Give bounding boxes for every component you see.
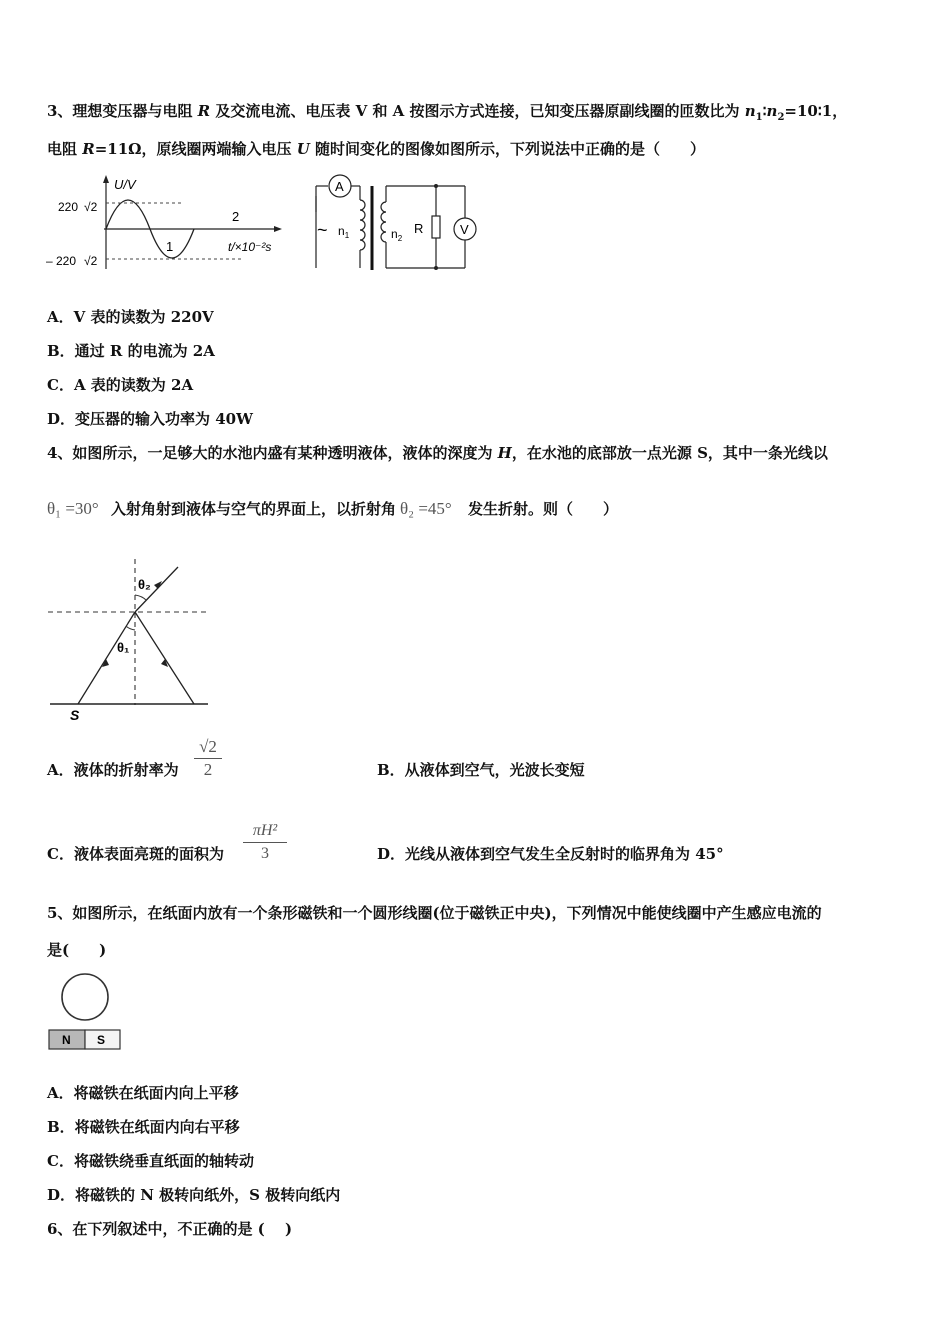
q3-option-a[interactable]: A．V 表的读数为 220V — [47, 308, 214, 326]
q6-stem-line1: 6、在下列叙述中，不正确的是 ( ) — [47, 1220, 293, 1238]
graph-ytick-positive: 220 — [58, 200, 79, 214]
q4-option-c[interactable]: C．液体表面亮斑的面积为 — [47, 845, 224, 863]
coil-icon — [62, 974, 108, 1020]
q4-option-a[interactable]: A．液体的折射率为 — [47, 761, 179, 779]
q5-option-c[interactable]: C．将磁铁绕垂直纸面的轴转动 — [47, 1152, 254, 1170]
q4-option-b[interactable]: B．从液体到空气，光波长变短 — [377, 761, 585, 779]
magnet-s-pole: S — [97, 1033, 106, 1047]
q4-stem-line1: 4、如图所示，一足够大的水池内盛有某种透明液体，液体的深度为 H，在水池的底部放一点光源 S，其中一条光线以 — [47, 444, 828, 462]
refraction-figure — [44, 555, 219, 725]
q5-option-d[interactable]: D．将磁铁的 N 极转向纸外，S 极转向纸内 — [47, 1186, 341, 1204]
q5-stem-line1: 5、如图所示，在纸面内放有一个条形磁铁和一个圆形线圈(位于磁铁正中央)，下列情况中能使线圈中产生感应电流的 — [47, 904, 822, 922]
transformer-circuit — [308, 172, 483, 272]
ac-source-icon: ~ — [317, 220, 328, 240]
graph-sqrt2-negative: √2 — [84, 254, 98, 268]
q5-stem-line2: 是( ) — [47, 941, 107, 959]
graph-sqrt2-positive: √2 — [84, 200, 98, 214]
graph-xtick-2: 2 — [232, 209, 240, 224]
q3-stem-line2: 电阻 R=11Ω，原线圈两端输入电压 U 随时间变化的图像如图所示，下列说法中正确的是（ ） — [47, 140, 706, 158]
graph-xtick-1: 1 — [166, 239, 174, 254]
graph-xlabel: t/×10⁻²s — [228, 240, 272, 254]
graph-ylabel: U/V — [114, 177, 136, 192]
q3-option-c[interactable]: C．A 表的读数为 2A — [47, 376, 194, 394]
magnet-n-pole: N — [62, 1033, 71, 1047]
graph-ytick-negative: – 220 — [46, 254, 77, 268]
magnet-coil-figure — [46, 970, 126, 1054]
q4-stem-line2: θ₁ =30° 入射角射到液体与空气的界面上，以折射角 θ₂ =45° 发生折射。则（ ） — [47, 494, 618, 524]
n2-label: $n_2$ — [391, 227, 403, 243]
theta2-equation: θ₂ =45° — [400, 499, 452, 518]
q4-option-c-fraction: $\frac{\text{πH²}}{3}$ — [243, 820, 287, 865]
q5-option-b[interactable]: B．将磁铁在纸面内向右平移 — [47, 1118, 240, 1136]
voltage-time-graph — [44, 173, 299, 273]
resistor-label: R — [414, 221, 424, 236]
q5-option-a[interactable]: A．将磁铁在纸面内向上平移 — [47, 1084, 239, 1102]
voltmeter-label: V — [460, 222, 469, 237]
q3-stem-line1: 3、理想变压器与电阻 R 及交流电流、电压表 V 和 A 按图示方式连接，已知变压器原副线圈的匝数比为 $n_1∶n_2=10∶1$， — [47, 102, 848, 123]
q4-option-a-fraction: $\frac{√2}{2}$ — [194, 736, 222, 781]
source-label: S — [70, 707, 80, 723]
n1-label: $n_1$ — [338, 224, 350, 240]
ammeter-label: A — [335, 179, 344, 194]
q3-option-b[interactable]: B．通过 R 的电流为 2A — [47, 342, 215, 360]
theta2-label: θ₂ — [138, 577, 151, 592]
q4-option-d[interactable]: D．光线从液体到空气发生全反射时的临界角为 45° — [377, 845, 724, 863]
resistor-icon — [432, 216, 440, 238]
theta1-equation: θ₁ =30° — [47, 499, 99, 518]
q3-option-d[interactable]: D．变压器的输入功率为 40W — [47, 410, 253, 428]
theta1-label: θ₁ — [117, 640, 130, 655]
